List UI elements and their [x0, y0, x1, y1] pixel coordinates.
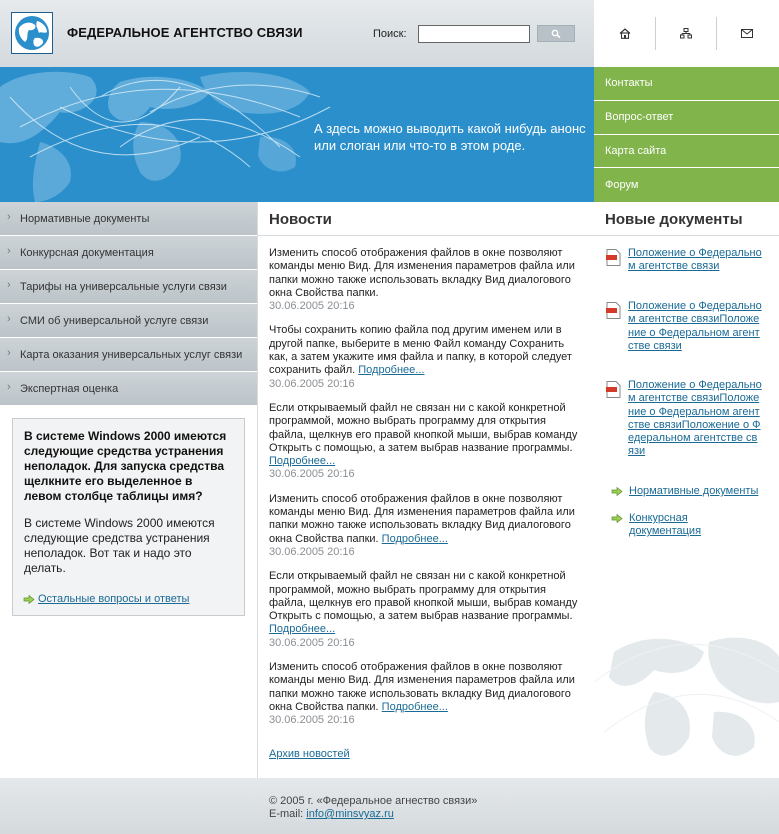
news-more-link[interactable]: Подробнее... [269, 455, 336, 468]
doc-section-link-row [611, 512, 719, 538]
doc-link[interactable]: Положение о Федеральном агентстве связи [628, 247, 762, 273]
footer [0, 778, 779, 834]
doc-file-icon [606, 381, 621, 398]
header-bar [0, 0, 594, 67]
news-item [269, 493, 581, 559]
search-icon [551, 29, 561, 38]
banner-slogan: А здесь можно выводить какой нибудь анонс или слоган или что-то в этом роде. [314, 121, 586, 153]
doc-item [606, 300, 763, 353]
footer-email-label: E-mail: [269, 808, 304, 820]
faq-more-link[interactable]: Остальные вопросы и ответы [38, 593, 190, 605]
header [0, 0, 779, 67]
footer-copyright: © 2005 г. «Федеральное агнество связи» [269, 795, 478, 807]
news-item [269, 247, 581, 313]
lmenu-item-tariffs[interactable]: › Тарифы на универсальные услуги связи [0, 270, 257, 304]
lmenu-item-expert[interactable]: › Экспертная оценка [0, 372, 257, 406]
news-date: 30.06.2005 20:16 [269, 468, 355, 481]
news-date: 30.06.2005 20:16 [269, 377, 355, 390]
search-input[interactable] [418, 25, 530, 43]
news-text: Изменить способ отображения файлов в окне позволяют команды меню Вид. Для изменения параметров файла или папки можно также использовать вкладку Вид диалогового окна Свойства папки. [269, 661, 575, 713]
lmenu-item-normative-docs[interactable]: › Нормативные документы [0, 202, 257, 236]
rmenu-item-sitemap[interactable]: Карта сайта [594, 135, 779, 169]
news-list [269, 247, 581, 739]
mail-icon [741, 29, 753, 38]
lmenu-item-media[interactable]: › СМИ об универсальной услуге связи [0, 304, 257, 338]
news-text: Чтобы сохранить копию файла под другим именем или в другой папке, выберите в меню Файл команду Сохранить как, а затем укажите имя файла и папку, в которой следует сохранить файл. [269, 324, 572, 377]
news-item [269, 570, 581, 650]
faq-box [12, 418, 245, 616]
faq-question: В системе Windows 2000 имеются следующие средства устранения неполадок. Для запуска средства щелкните его выделенное в левом столбце таблицы имя? [24, 429, 227, 503]
right-nav-menu [594, 67, 779, 202]
lmenu-item-map[interactable]: › Карта оказания универсальных услуг связи [0, 338, 257, 372]
doc-section-link-row [611, 485, 758, 498]
left-column [0, 202, 257, 778]
doc-link[interactable]: Положение о Федеральном агентстве связиПоложение о Федеральном агентстве связи [628, 300, 762, 352]
news-text: Изменить способ отображения файлов в окне позволяют команды меню Вид. Для изменения параметров файла или папки можно также использовать вкладку Вид диалогового окна Свойства папки. [269, 492, 575, 545]
news-divider [258, 235, 594, 236]
footer-email-link[interactable]: info@minsvyaz.ru [306, 808, 394, 820]
news-date: 30.06.2005 20:16 [269, 636, 355, 649]
arrow-right-icon [611, 514, 623, 523]
news-date: 30.06.2005 20:16 [269, 300, 355, 313]
arrow-right-icon [611, 487, 623, 496]
rmenu-item-contacts[interactable]: Контакты [594, 67, 779, 101]
globe-logo-icon[interactable] [11, 12, 53, 54]
rmenu-item-faq[interactable]: Вопрос-ответ [594, 101, 779, 135]
header-icon-bar [594, 0, 779, 67]
mail-button[interactable] [716, 0, 777, 67]
home-button[interactable] [594, 0, 655, 67]
news-more-link[interactable]: Подробнее... [269, 623, 336, 636]
news-date: 30.06.2005 20:16 [269, 545, 355, 558]
doc-item [606, 247, 763, 274]
doc-file-icon [606, 249, 621, 266]
site-title[interactable]: ФЕДЕРАЛЬНОЕ АГЕНТСТВО СВЯЗИ [67, 25, 303, 40]
news-heading: Новости [269, 211, 332, 228]
banner [0, 67, 594, 202]
lmenu-item-tender-docs[interactable]: › Конкурсная документация [0, 236, 257, 270]
search-label: Поиск: [373, 28, 407, 40]
doc-section-link[interactable]: Нормативные документы [629, 485, 759, 497]
doc-link[interactable]: Положение о Федеральном агентстве связиПоложение о Федеральном агентстве связиПоложение о Федеральном агентстве связи [628, 379, 762, 458]
faq-more-link-row [23, 593, 189, 605]
search-button[interactable] [537, 25, 575, 42]
news-item [269, 402, 581, 482]
sitemap-button[interactable] [655, 0, 716, 67]
news-text: Изменить способ отображения файлов в окне позволяют команды меню Вид. Для изменения параметров файла или папки можно также использовать вкладку Вид диалогового окна Свойства папки. [269, 247, 575, 299]
sitemap-icon [680, 28, 692, 39]
doc-file-icon [606, 302, 621, 319]
news-item [269, 661, 581, 727]
news-more-link[interactable]: Подробнее... [381, 532, 448, 545]
arrow-right-icon [23, 595, 35, 604]
news-text: Если открываемый файл не связан ни с какой конкретной программой, можно выбрать программу для открытия файла, щелкнув его правой кнопкой мыши, выбрав команду Открыть с помощью, а затем выбрав название программы. [269, 401, 578, 454]
news-more-link[interactable]: Подробнее... [381, 700, 448, 713]
news-date: 30.06.2005 20:16 [269, 714, 355, 727]
news-item [269, 324, 581, 390]
docs-heading: Новые документы [605, 211, 743, 228]
docs-divider [594, 235, 779, 236]
news-column [257, 202, 594, 778]
news-text: Если открываемый файл не связан ни с какой конкретной программой, можно выбрать программу для открытия файла, щелкнув его правой кнопкой мыши, выбрав команду Открыть с помощью, а затем выбрав название программы. [269, 570, 578, 623]
footer-email-row [269, 808, 477, 821]
docs-column [594, 202, 779, 778]
world-map-watermark [594, 612, 779, 778]
doc-item [606, 379, 763, 459]
rmenu-item-forum[interactable]: Форум [594, 168, 779, 202]
news-archive-link[interactable]: Архив новостей [269, 748, 350, 760]
footer-text [269, 795, 477, 821]
home-icon [619, 28, 631, 39]
doc-section-link[interactable]: Конкурсная документация [629, 512, 702, 537]
faq-answer: В системе Windows 2000 имеются следующие средства устранения неполадок. Вот так и надо это делать. [24, 516, 215, 575]
news-more-link[interactable]: Подробнее... [358, 364, 425, 377]
